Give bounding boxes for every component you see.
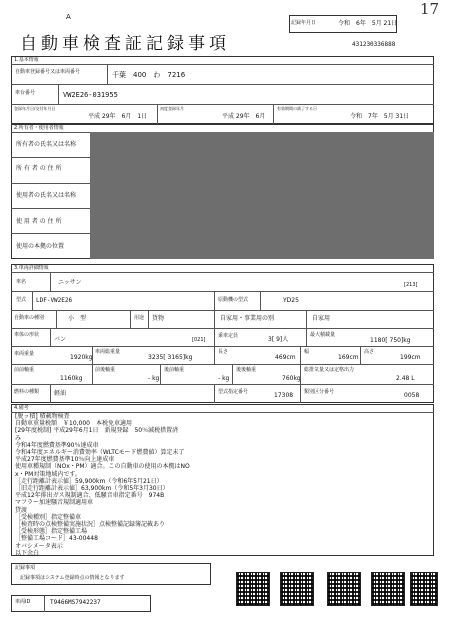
record-date-value: 令和 6年 5月 21日 xyxy=(338,20,398,27)
category-number-label: 類別区分番号 xyxy=(304,389,335,395)
vin-label: 車台番号 xyxy=(15,90,36,96)
category-number-value: 0058 xyxy=(404,392,420,399)
remarks-line: 平成12年排出ガス規制適合、低騒音車指定番号 974B xyxy=(15,492,165,500)
maker-label: 車名 xyxy=(16,279,27,285)
purpose-value: 自家用 xyxy=(312,315,331,322)
remarks-line: [脱ッ積] 積載物検査 xyxy=(15,413,70,420)
max-load-label: 最大積載量 xyxy=(310,332,336,338)
notice-box xyxy=(11,563,211,585)
qr-code-1 xyxy=(236,572,270,606)
remarks-line: 貸渡 xyxy=(15,506,28,514)
basic-info-heading: 1.基本情報 xyxy=(14,57,39,63)
front-rear-axle-label: 前後軸重 xyxy=(95,367,116,373)
capacity-label: 乗車定員 xyxy=(218,333,239,339)
corner-mark: A xyxy=(66,13,71,21)
document-number: 431230336888 xyxy=(352,41,396,48)
remarks-line: 令和4年度エネルギー消費効率（WLTCモード燃費値）算定未了 xyxy=(15,449,185,457)
rear-rear-axle-label: 後後軸重 xyxy=(236,367,257,373)
remarks-line: 以下余白 xyxy=(15,549,40,557)
remarks-line: ［整備工場コード］43-00448 xyxy=(15,535,98,543)
remarks-line: 平成27年度燃費基準10％向上達成車 xyxy=(15,456,115,464)
remarks-heading: 4.備考 xyxy=(14,405,29,411)
redacted-owner-info xyxy=(90,132,434,259)
vehicle-type-label: 自動車の種別 xyxy=(14,315,45,321)
use-label: 用途 xyxy=(134,315,145,321)
body-shape-value: バン xyxy=(54,336,67,343)
designation-number-value: 17308 xyxy=(274,392,294,399)
expiry-label: 有効期間の満了する日 xyxy=(277,106,317,111)
rear-rear-axle-value: 760kg xyxy=(282,375,301,382)
fuel-type-value: 軽油 xyxy=(54,390,67,397)
height-label: 高さ xyxy=(364,349,375,355)
vehicle-id-label: 車両ID xyxy=(15,599,31,605)
maker-value: ニッサン xyxy=(58,279,82,286)
length-label: 長さ xyxy=(218,349,229,355)
capacity-value: 3[ 9]人 xyxy=(268,336,289,343)
remarks-line: ［走行距離計表示値］59,900km（令和6年5月21日） xyxy=(15,477,163,485)
length-value: 469cm xyxy=(275,354,296,361)
owner-info-heading: 2.所有者・使用者情報 xyxy=(14,125,64,131)
first-year-value: 平成 29年 6月 xyxy=(222,113,266,120)
designation-number-label: 型式指定番号 xyxy=(218,389,249,395)
remarks-line: ［旧走行距離計表示値］63,900km（令和5年3月30日） xyxy=(15,485,169,493)
first-year-label: 初度登録年月 xyxy=(160,106,184,111)
remarks-line: マフラー加速騒音規制適用車 xyxy=(15,499,94,507)
qr-code-3 xyxy=(327,572,361,606)
registration-number-value: 千葉 400 わ 7216 xyxy=(112,71,186,79)
record-date-label: 記録年月日 xyxy=(291,20,317,26)
first-registration-label: 登録年月日/交付年月日 xyxy=(14,106,56,111)
remarks-list xyxy=(15,413,395,557)
user-address-label: 使 用 者 の 住 所 xyxy=(16,218,62,225)
notice-text: 記録事項はシステム登録時点の情報となります xyxy=(20,575,125,581)
width-label: 幅 xyxy=(304,349,310,355)
remarks-line: [29年度税制] 平成29年6月1日 新規登録 50％減税措置済 xyxy=(15,427,179,435)
first-registration-value: 平成 29年 6月 1日 xyxy=(88,113,148,120)
expiry-value: 令和 7年 5月 31日 xyxy=(350,113,410,120)
handwritten-number: 17 xyxy=(420,0,440,18)
purpose-label: 自家用・事業用の別 xyxy=(220,315,275,322)
rear-front-axle-value: - kg xyxy=(218,375,230,382)
qr-code-4 xyxy=(371,572,405,606)
width-value: 169cm xyxy=(338,354,359,361)
vehicle-type-value: 小 型 xyxy=(68,315,87,322)
max-load-value: 1180[ 750]kg xyxy=(370,337,411,344)
displacement-value: 2.48 L xyxy=(396,375,415,382)
remarks-line: 使用車種規制（NOx・PM）適合。この自動車の使用の本拠はNO xyxy=(15,463,190,471)
displacement-label: 総排気量又は定格出力 xyxy=(304,367,355,373)
remarks-line: み xyxy=(15,434,22,442)
front-front-axle-value: 1160kg xyxy=(60,375,83,382)
user-name-label: 使用者の氏名又は名称 xyxy=(16,192,77,199)
notice-title: 記録事項 xyxy=(15,565,36,571)
engine-label: 原動機の型式 xyxy=(218,297,249,303)
vin-value: VW2E26-031955 xyxy=(63,91,118,99)
gross-weight-label: 車両総重量 xyxy=(95,349,121,355)
base-location-label: 使用の本拠の位置 xyxy=(16,243,65,250)
body-shape-label: 車体の形状 xyxy=(14,332,40,338)
vehicle-id-value: T9466MS7942237 xyxy=(50,599,101,606)
maker-code: [213] xyxy=(404,282,418,288)
owner-address-label: 所 有 者 の 住 所 xyxy=(16,165,62,172)
remarks-line: ［検査時の点検整備実施状況］点検整備記録簿記載あり xyxy=(15,521,166,529)
vehicle-weight-value: 1920kg xyxy=(70,354,93,361)
engine-value: YD25 xyxy=(283,297,299,304)
model-value: LDF-VW2E26 xyxy=(36,297,73,304)
remarks-line: 自動車重量税額 ￥10,000 本税免車適用 xyxy=(15,420,132,428)
remarks-line: ［受検種別］指定整備車 xyxy=(15,513,82,521)
remarks-line: x・PM対策地域内です。 xyxy=(15,470,81,478)
front-front-axle-label: 前前軸重 xyxy=(14,367,35,373)
qr-code-2 xyxy=(280,572,314,606)
height-value: 199cm xyxy=(400,354,421,361)
owner-name-label: 所有者の氏名又は名称 xyxy=(16,141,77,148)
registration-number-label: 自動車登録番号又は車両番号 xyxy=(15,69,81,75)
model-label: 型式 xyxy=(16,297,27,303)
gross-weight-value: 3235[ 3165]kg xyxy=(148,354,193,361)
fuel-type-label: 燃料の種類 xyxy=(14,389,40,395)
remarks-line: オバシメータ表示 xyxy=(15,542,63,550)
rear-front-axle-label: 後前軸重 xyxy=(164,367,185,373)
vehicle-weight-label: 車両重量 xyxy=(14,351,35,357)
remarks-line: 令和4年度燃費基準90％達成車 xyxy=(15,441,99,449)
vehicle-info-heading: 3.車両詳細情報 xyxy=(14,265,49,271)
body-shape-code: [021] xyxy=(192,337,206,343)
use-value: 貨物 xyxy=(152,315,165,322)
qr-code-5 xyxy=(410,572,438,606)
remarks-line: ［受検形態］指定整備工場 xyxy=(15,528,88,536)
front-rear-axle-value: - kg xyxy=(148,375,160,382)
page-title: 自動車検査証記録事項 xyxy=(20,34,230,54)
